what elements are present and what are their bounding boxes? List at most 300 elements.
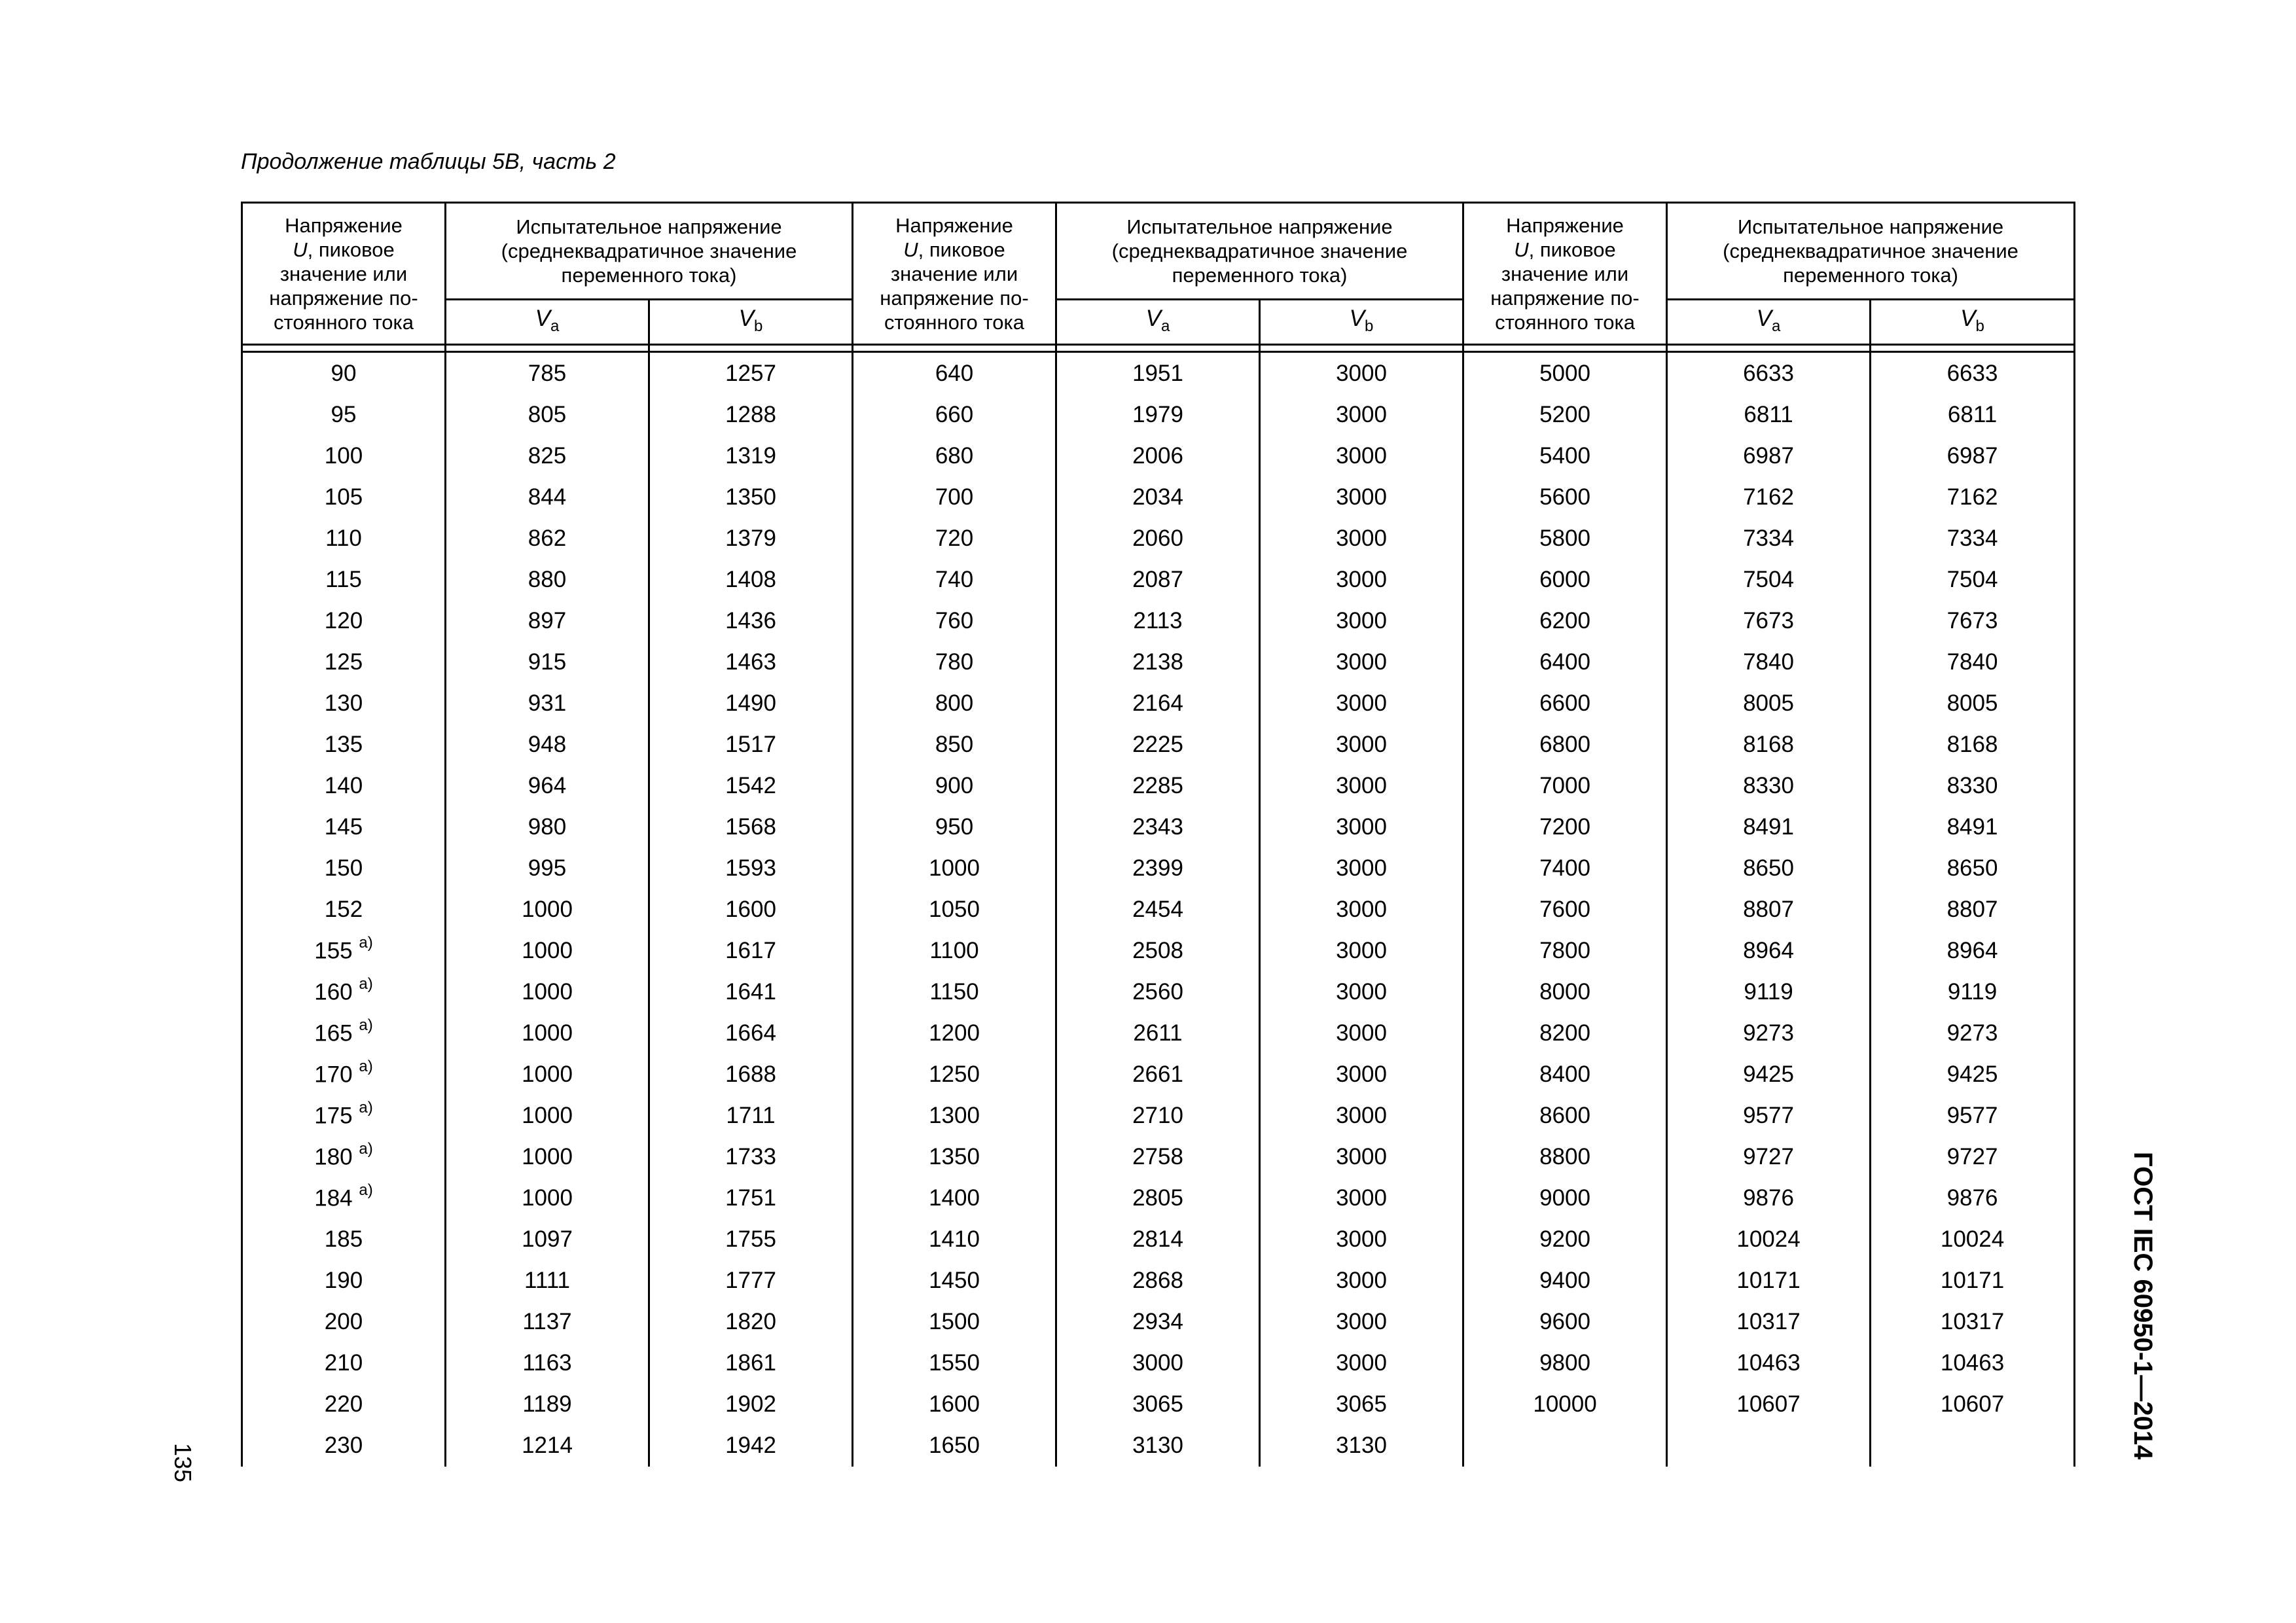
table-cell: 8005 — [1871, 683, 2075, 724]
table-cell: 1137 — [446, 1301, 649, 1342]
table-cell: 995 — [446, 847, 649, 889]
table-cell: 3000 — [1260, 806, 1463, 847]
table-cell: 5200 — [1463, 394, 1667, 435]
table-row — [242, 476, 2075, 518]
table-cell: 1379 — [649, 518, 853, 559]
table-cell: 3000 — [1260, 930, 1463, 971]
table-cell: 9000 — [1463, 1177, 1667, 1219]
table-cell: 6200 — [1463, 600, 1667, 641]
table-cell: 7840 — [1871, 641, 2075, 683]
table-cell: 5600 — [1463, 476, 1667, 518]
table-cell — [242, 1219, 446, 1260]
table-cell: 1711 — [649, 1095, 853, 1136]
table-cell — [242, 641, 446, 683]
table-row — [242, 1177, 2075, 1219]
table-row — [242, 641, 2075, 683]
table-cell — [242, 1054, 446, 1095]
header-separator — [1260, 345, 1463, 352]
table-cell: 5400 — [1463, 435, 1667, 476]
voltage-value: 180 — [314, 1144, 353, 1170]
table-cell: 915 — [446, 641, 649, 683]
header-test-voltage: Испытательное напряжение (среднеквадратичное значение переменного тока) — [1667, 203, 2075, 300]
voltage-value: 155 — [314, 938, 353, 964]
table-cell: 980 — [446, 806, 649, 847]
table-cell: 9600 — [1463, 1301, 1667, 1342]
table-cell: 1097 — [446, 1219, 649, 1260]
footnote-marker: a) — [359, 1181, 373, 1200]
table-cell: 1688 — [649, 1054, 853, 1095]
table-cell: 9119 — [1871, 971, 2075, 1012]
header-separator — [649, 345, 853, 352]
table-cell: 7162 — [1667, 476, 1871, 518]
table-cell: 9876 — [1871, 1177, 2075, 1219]
table-cell — [242, 1425, 446, 1467]
table-cell: 9876 — [1667, 1177, 1871, 1219]
header-va: $V_a$ — [1056, 300, 1260, 345]
table-cell: 1410 — [853, 1219, 1056, 1260]
table-cell: 785 — [446, 352, 649, 395]
table-cell: 7504 — [1667, 559, 1871, 600]
table-cell: 1000 — [853, 847, 1056, 889]
table-cell: 6800 — [1463, 724, 1667, 765]
voltage-value: 150 — [324, 855, 363, 881]
table-cell: 8200 — [1463, 1012, 1667, 1054]
table-cell — [242, 1177, 446, 1219]
table-cell: 1100 — [853, 930, 1056, 971]
table-row — [242, 1136, 2075, 1177]
table-cell: 9119 — [1667, 971, 1871, 1012]
table-cell: 3000 — [1260, 394, 1463, 435]
table-cell: 2868 — [1056, 1260, 1260, 1301]
table-cell: 2113 — [1056, 600, 1260, 641]
table-cell: 1542 — [649, 765, 853, 806]
table-cell: 1600 — [853, 1383, 1056, 1425]
table-cell: 1000 — [446, 971, 649, 1012]
table-cell: 1490 — [649, 683, 853, 724]
table-cell: 1350 — [853, 1136, 1056, 1177]
voltage-value: 190 — [324, 1267, 363, 1293]
table-row — [242, 352, 2075, 395]
footnote-marker: a) — [359, 1140, 373, 1158]
table-cell: 850 — [853, 724, 1056, 765]
table-cell: 1163 — [446, 1342, 649, 1383]
table-cell: 2034 — [1056, 476, 1260, 518]
table-cell: 8491 — [1871, 806, 2075, 847]
table-cell: 3000 — [1260, 1095, 1463, 1136]
table-cell: 3000 — [1260, 1012, 1463, 1054]
voltage-value: 100 — [324, 442, 363, 469]
table-cell: 1517 — [649, 724, 853, 765]
table-cell — [1463, 1425, 1667, 1467]
voltage-value: 105 — [324, 484, 363, 510]
table-cell: 3000 — [1260, 641, 1463, 683]
table-cell — [242, 889, 446, 930]
table-cell: 3000 — [1260, 683, 1463, 724]
table-row — [242, 1012, 2075, 1054]
table-cell: 1111 — [446, 1260, 649, 1301]
table-row — [242, 435, 2075, 476]
table-cell — [242, 600, 446, 641]
voltage-value: 184 — [314, 1185, 353, 1211]
voltage-value: 115 — [325, 566, 362, 592]
table-cell: 3000 — [1260, 847, 1463, 889]
header-separator — [853, 345, 1056, 352]
table-cell: 3000 — [1056, 1342, 1260, 1383]
voltage-value: 120 — [324, 607, 363, 633]
table-cell: 7800 — [1463, 930, 1667, 971]
table-cell: 3000 — [1260, 476, 1463, 518]
table-cell — [242, 724, 446, 765]
table-cell — [242, 352, 446, 395]
table-cell: 1000 — [446, 1095, 649, 1136]
table-cell: 2814 — [1056, 1219, 1260, 1260]
table-cell: 5000 — [1463, 352, 1667, 395]
header-vb: $V_b$ — [1871, 300, 2075, 345]
table-cell: 10463 — [1667, 1342, 1871, 1383]
table-cell: 7400 — [1463, 847, 1667, 889]
table-cell: 660 — [853, 394, 1056, 435]
table-cell: 1436 — [649, 600, 853, 641]
table-cell: 1593 — [649, 847, 853, 889]
table-cell: 6987 — [1667, 435, 1871, 476]
table-cell: 800 — [853, 683, 1056, 724]
table-cell: 2758 — [1056, 1136, 1260, 1177]
table-cell: 2225 — [1056, 724, 1260, 765]
footnote-marker: a) — [359, 1099, 373, 1117]
table-cell: 6811 — [1667, 394, 1871, 435]
table-cell: 1257 — [649, 352, 853, 395]
table-cell: 1250 — [853, 1054, 1056, 1095]
table-cell: 1979 — [1056, 394, 1260, 435]
table-cell: 2805 — [1056, 1177, 1260, 1219]
voltage-value: 140 — [324, 772, 363, 798]
voltage-value: 220 — [324, 1391, 363, 1417]
table-cell — [242, 394, 446, 435]
table-cell: 10171 — [1871, 1260, 2075, 1301]
header-voltage: Напряжение U, пиковое значение или напряжение по- стоянного тока — [1463, 203, 1667, 345]
header-test-voltage: Испытательное напряжение (среднеквадратичное значение переменного тока) — [1056, 203, 1463, 300]
table-cell: 780 — [853, 641, 1056, 683]
table-row — [242, 930, 2075, 971]
table-row — [242, 683, 2075, 724]
table-cell: 2508 — [1056, 930, 1260, 971]
table-cell — [242, 1342, 446, 1383]
table-cell: 1300 — [853, 1095, 1056, 1136]
table-row — [242, 1260, 2075, 1301]
header-vb: $V_b$ — [649, 300, 853, 345]
table-cell: 9577 — [1871, 1095, 2075, 1136]
table-cell: 2060 — [1056, 518, 1260, 559]
table-cell: 7600 — [1463, 889, 1667, 930]
table-cell: 9273 — [1871, 1012, 2075, 1054]
table-cell: 862 — [446, 518, 649, 559]
table-cell: 3130 — [1056, 1425, 1260, 1467]
table-row — [242, 559, 2075, 600]
table-cell: 1200 — [853, 1012, 1056, 1054]
table-row — [242, 1425, 2075, 1467]
table-cell — [242, 1136, 446, 1177]
table-cell: 1408 — [649, 559, 853, 600]
table-cell: 2164 — [1056, 683, 1260, 724]
table-cell: 7334 — [1667, 518, 1871, 559]
table-cell: 3000 — [1260, 435, 1463, 476]
header-va: $V_a$ — [446, 300, 649, 345]
table-cell: 9425 — [1667, 1054, 1871, 1095]
table-cell: 8964 — [1667, 930, 1871, 971]
table-cell: 8168 — [1871, 724, 2075, 765]
table-cell: 1150 — [853, 971, 1056, 1012]
table-cell: 7673 — [1667, 600, 1871, 641]
footnote-marker: a) — [359, 1058, 373, 1076]
table-cell: 964 — [446, 765, 649, 806]
table-header — [242, 203, 2075, 352]
table-cell: 3000 — [1260, 518, 1463, 559]
table-cell: 9577 — [1667, 1095, 1871, 1136]
table-cell: 9727 — [1667, 1136, 1871, 1177]
table-cell: 8650 — [1667, 847, 1871, 889]
table-cell: 1500 — [853, 1301, 1056, 1342]
table-cell: 1463 — [649, 641, 853, 683]
page-number: 135 — [170, 1443, 196, 1483]
table-cell: 10317 — [1871, 1301, 2075, 1342]
table-cell: 950 — [853, 806, 1056, 847]
table-cell: 7504 — [1871, 559, 2075, 600]
table-cell: 8400 — [1463, 1054, 1667, 1095]
table-cell — [242, 930, 446, 971]
table-cell — [242, 765, 446, 806]
table-cell: 7334 — [1871, 518, 2075, 559]
table-cell: 10607 — [1871, 1383, 2075, 1425]
header-separator — [446, 345, 649, 352]
table-cell: 9727 — [1871, 1136, 2075, 1177]
table-cell: 1319 — [649, 435, 853, 476]
table-cell: 3000 — [1260, 1219, 1463, 1260]
table-cell — [242, 435, 446, 476]
table-cell: 740 — [853, 559, 1056, 600]
voltage-value: 165 — [314, 1020, 353, 1046]
table-cell: 3000 — [1260, 1301, 1463, 1342]
table-row — [242, 889, 2075, 930]
table-row — [242, 806, 2075, 847]
table-cell: 2087 — [1056, 559, 1260, 600]
table-cell: 1751 — [649, 1177, 853, 1219]
table-cell: 2611 — [1056, 1012, 1260, 1054]
table-cell: 10171 — [1667, 1260, 1871, 1301]
voltage-value: 185 — [324, 1226, 363, 1252]
header-separator — [1871, 345, 2075, 352]
header-separator — [242, 345, 446, 352]
table-cell: 1000 — [446, 1012, 649, 1054]
voltage-value: 110 — [325, 525, 362, 551]
table-cell: 8000 — [1463, 971, 1667, 1012]
table-cell: 6633 — [1871, 352, 2075, 395]
table-cell: 700 — [853, 476, 1056, 518]
table-cell: 2343 — [1056, 806, 1260, 847]
table-cell: 9200 — [1463, 1219, 1667, 1260]
voltage-value: 125 — [324, 649, 363, 675]
table-cell: 1733 — [649, 1136, 853, 1177]
table-cell: 680 — [853, 435, 1056, 476]
table-cell: 825 — [446, 435, 649, 476]
table-cell: 3130 — [1260, 1425, 1463, 1467]
table-row — [242, 1383, 2075, 1425]
voltage-value: 135 — [324, 731, 363, 757]
table-cell: 8330 — [1871, 765, 2075, 806]
table-cell: 10607 — [1667, 1383, 1871, 1425]
table-cell: 931 — [446, 683, 649, 724]
table-cell: 8600 — [1463, 1095, 1667, 1136]
table-cell: 1942 — [649, 1425, 853, 1467]
table-cell: 1951 — [1056, 352, 1260, 395]
voltage-value: 230 — [324, 1433, 363, 1458]
table-cell: 9400 — [1463, 1260, 1667, 1301]
table-cell: 6811 — [1871, 394, 2075, 435]
voltage-value: 170 — [314, 1061, 353, 1088]
table-cell: 805 — [446, 394, 649, 435]
table-cell: 2934 — [1056, 1301, 1260, 1342]
table-row — [242, 971, 2075, 1012]
table-cell: 10317 — [1667, 1301, 1871, 1342]
header-separator — [1463, 345, 1667, 352]
table-cell: 3000 — [1260, 600, 1463, 641]
table-cell: 7000 — [1463, 765, 1667, 806]
table-row — [242, 724, 2075, 765]
table-cell: 1820 — [649, 1301, 853, 1342]
table-cell: 2661 — [1056, 1054, 1260, 1095]
table-row — [242, 394, 2075, 435]
table-cell — [242, 518, 446, 559]
table-cell: 3000 — [1260, 1054, 1463, 1095]
table-row — [242, 1301, 2075, 1342]
table-cell: 1000 — [446, 930, 649, 971]
table-cell: 8330 — [1667, 765, 1871, 806]
table-cell: 1214 — [446, 1425, 649, 1467]
header-va: $V_a$ — [1667, 300, 1871, 345]
table-cell: 1000 — [446, 1136, 649, 1177]
table-cell — [242, 1095, 446, 1136]
table-cell: 2285 — [1056, 765, 1260, 806]
table-cell: 10463 — [1871, 1342, 2075, 1383]
table-cell — [242, 971, 446, 1012]
table-cell: 1861 — [649, 1342, 853, 1383]
table-cell: 1000 — [446, 1054, 649, 1095]
table-cell: 3000 — [1260, 1342, 1463, 1383]
table-cell: 10000 — [1463, 1383, 1667, 1425]
table-cell: 3000 — [1260, 1177, 1463, 1219]
footnote-marker: a) — [359, 934, 373, 952]
voltage-value: 152 — [324, 896, 363, 922]
table-cell: 9800 — [1463, 1342, 1667, 1383]
table-cell: 900 — [853, 765, 1056, 806]
table-cell — [1871, 1425, 2075, 1467]
table-cell: 2454 — [1056, 889, 1260, 930]
table-cell: 3000 — [1260, 1260, 1463, 1301]
table-cell: 3000 — [1260, 352, 1463, 395]
table-cell: 1450 — [853, 1260, 1056, 1301]
voltage-value: 210 — [324, 1349, 363, 1376]
table-cell: 3000 — [1260, 559, 1463, 600]
footnote-marker: a) — [359, 1016, 373, 1035]
voltage-value: 95 — [331, 401, 357, 427]
table-cell: 1000 — [446, 889, 649, 930]
table-cell: 1350 — [649, 476, 853, 518]
table-cell — [242, 1012, 446, 1054]
table-row — [242, 1054, 2075, 1095]
table-cell: 1664 — [649, 1012, 853, 1054]
table-cell: 1550 — [853, 1342, 1056, 1383]
table-cell — [242, 847, 446, 889]
table-cell — [242, 1301, 446, 1342]
voltage-value: 175 — [314, 1103, 353, 1129]
voltage-value: 200 — [324, 1308, 363, 1334]
table-cell: 10024 — [1871, 1219, 2075, 1260]
table-cell: 3000 — [1260, 1136, 1463, 1177]
table-cell: 1600 — [649, 889, 853, 930]
footnote-marker: a) — [359, 975, 373, 993]
table-cell: 8005 — [1667, 683, 1871, 724]
table-cell: 3000 — [1260, 724, 1463, 765]
voltage-value: 160 — [314, 979, 353, 1005]
header-separator — [1056, 345, 1260, 352]
voltage-value: 90 — [331, 360, 357, 386]
table-cell: 1050 — [853, 889, 1056, 930]
table-cell: 640 — [853, 352, 1056, 395]
table-row — [242, 1219, 2075, 1260]
table-cell: 6000 — [1463, 559, 1667, 600]
table-cell: 2560 — [1056, 971, 1260, 1012]
table-cell: 6633 — [1667, 352, 1871, 395]
table-caption: Продолжение таблицы 5В, часть 2 — [241, 149, 616, 174]
table-cell — [242, 806, 446, 847]
table-cell — [1667, 1425, 1871, 1467]
table-cell: 6987 — [1871, 435, 2075, 476]
table-cell: 1617 — [649, 930, 853, 971]
table-cell — [242, 1383, 446, 1425]
table-cell — [242, 476, 446, 518]
table — [241, 202, 2075, 1467]
table-cell: 8800 — [1463, 1136, 1667, 1177]
table-row — [242, 600, 2075, 641]
table-cell: 3000 — [1260, 765, 1463, 806]
voltage-table — [241, 202, 2073, 1467]
table-cell: 8491 — [1667, 806, 1871, 847]
table-cell: 8168 — [1667, 724, 1871, 765]
header-test-voltage: Испытательное напряжение (среднеквадратичное значение переменного тока) — [446, 203, 853, 300]
table-cell: 1000 — [446, 1177, 649, 1219]
table-cell: 1902 — [649, 1383, 853, 1425]
table-body — [242, 352, 2075, 1467]
table-cell: 2006 — [1056, 435, 1260, 476]
table-cell: 1400 — [853, 1177, 1056, 1219]
table-cell: 7840 — [1667, 641, 1871, 683]
table-cell: 720 — [853, 518, 1056, 559]
table-cell: 2399 — [1056, 847, 1260, 889]
table-cell: 1755 — [649, 1219, 853, 1260]
table-row — [242, 1342, 2075, 1383]
table-cell: 6600 — [1463, 683, 1667, 724]
header-voltage: Напряжение U, пиковое значение или напряжение по- стоянного тока — [242, 203, 446, 345]
table-cell: 760 — [853, 600, 1056, 641]
voltage-value: 130 — [324, 690, 363, 716]
table-cell: 1650 — [853, 1425, 1056, 1467]
table-cell — [242, 1260, 446, 1301]
table-cell: 1288 — [649, 394, 853, 435]
table-cell: 9425 — [1871, 1054, 2075, 1095]
table-cell: 8807 — [1667, 889, 1871, 930]
standard-designation: ГОСТ IEC 60950-1—2014 — [2128, 1152, 2157, 1460]
table-cell: 2138 — [1056, 641, 1260, 683]
table-cell: 7162 — [1871, 476, 2075, 518]
